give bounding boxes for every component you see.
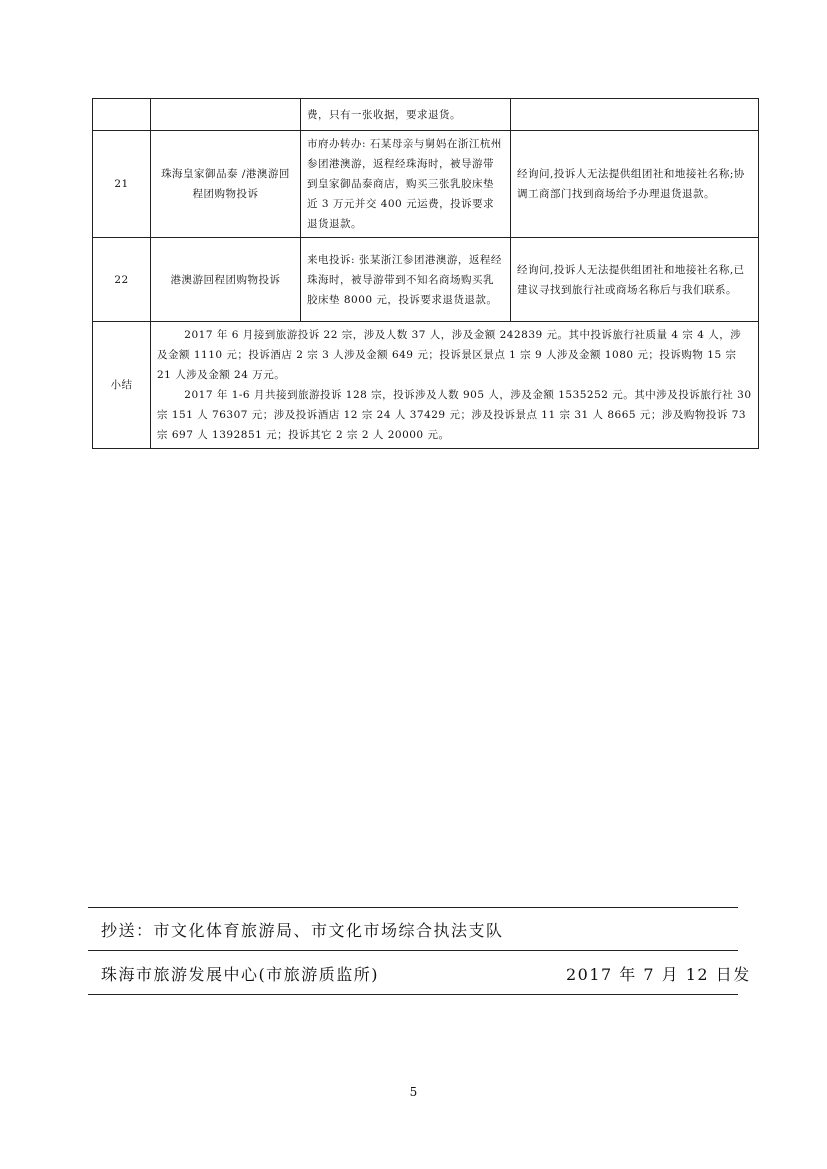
complaint-result: 经询问,投诉人无法提供组团社和地接社名称,已建议寻找到旅行社或商场名称后与我们联系。	[511, 238, 759, 322]
row-number: 22	[93, 238, 151, 322]
row-number: 21	[93, 131, 151, 238]
table-row	[93, 99, 759, 131]
divider-line	[88, 994, 738, 995]
summary-label: 小结	[93, 322, 151, 449]
complaint-result: 经询问,投诉人无法提供组团社和地接社名称;协调工商部门找到商场给予办理退货退款。	[511, 131, 759, 238]
divider-line	[88, 950, 738, 951]
table-row	[93, 238, 759, 322]
summary-paragraph-monthly: 2017 年 6 月接到旅游投诉 22 宗，涉及人数 37 人，涉及金额 242839 元。其中投诉旅行社质量 4 宗 4 人，涉及金额 1110 元；投诉酒店 2 宗 3 人涉及金额 649 元；投诉景区景点 1 宗 9 人涉及金额 1080 元；投诉购物 15 宗 21 人涉及金额 24 万元。	[157, 329, 742, 381]
summary-text	[151, 322, 759, 449]
complaint-description: 市府办转办: 石某母亲与舅妈在浙江杭州参团港澳游，返程经珠海时，被导游带到皇家御品泰商店，购买三张乳胶床垫近 3 万元并交 400 元运费，投诉要求退货退款。	[301, 131, 511, 238]
summary-paragraph-half-year: 2017 年 1-6 月共接到旅游投诉 128 宗，投诉涉及人数 905 人，涉及金额 1535252 元。其中涉及投诉旅行社 30 宗 151 人 76307 元；涉及投诉酒店 12 宗 24 人 37429 元；涉及投诉景点 11 宗 31 人 8665 元；涉及购物投诉 73 宗 697 人 1392851 元；投诉其它 2 宗 2 人 20000 元。	[157, 389, 752, 441]
complaint-project: 珠海皇家御品泰 /港澳游回程团购物投诉	[151, 131, 301, 238]
complaint-result	[511, 99, 759, 131]
divider-line	[88, 907, 738, 908]
complaint-project	[151, 99, 301, 131]
cc-distribution: 抄送：市文化体育旅游局、市文化市场综合执法支队	[101, 921, 504, 940]
page-number: 5	[409, 1085, 418, 1099]
summary-row	[93, 322, 759, 449]
complaints-table	[92, 98, 759, 449]
complaint-description: 来电投诉: 张某浙江参团港澳游，返程经珠海时，被导游带到不知名商场购买乳胶床垫 8000 元，投诉要求退货退款。	[301, 238, 511, 322]
table-row	[93, 131, 759, 238]
issue-date: 2017 年 7 月 12 日发	[566, 965, 751, 984]
complaint-description: 费，只有一张收据，要求退货。	[301, 99, 511, 131]
row-number	[93, 99, 151, 131]
issuer-name: 珠海市旅游发展中心(市旅游质监所)	[101, 965, 379, 984]
complaint-project: 港澳游回程团购物投诉	[151, 238, 301, 322]
